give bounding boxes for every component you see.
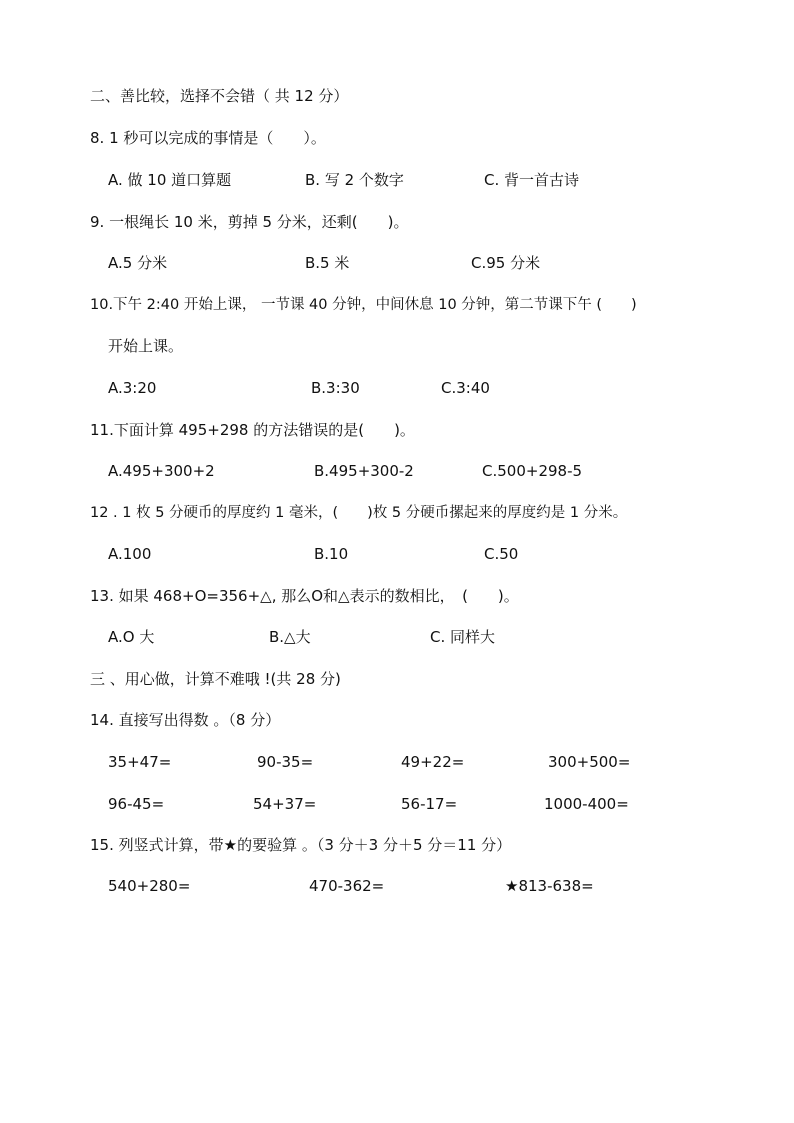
question-14-item: 49+22= xyxy=(401,753,465,771)
question-10-stem-line-1: 10.下午 2:40 开始上课， 一节课 40 分钟，中间休息 10 分钟，第二节课下午 ( ) xyxy=(90,297,637,313)
question-12-stem: 12 . 1 枚 5 分硬币的厚度约 1 毫米，( )枚 5 分硬币摞起来的厚度约是 1 分米。 xyxy=(90,505,628,521)
question-10-option-b: B.3:30 xyxy=(311,379,360,397)
section-3-heading: 三 、用心做，计算不难哦 !(共 28 分) xyxy=(90,670,341,688)
question-8-option-c: C. 背一首古诗 xyxy=(484,171,580,189)
question-13-option-a: A.O 大 xyxy=(108,628,155,646)
question-15-item-with-star: ★813-638= xyxy=(505,877,594,895)
question-10-stem-line-2: 开始上课。 xyxy=(108,337,184,355)
question-9-stem: 9. 一根绳长 10 米，剪掉 5 分米，还剩( )。 xyxy=(90,213,409,231)
question-12-option-a: A.100 xyxy=(108,545,152,563)
question-14-item: 35+47= xyxy=(108,753,172,771)
question-11-option-c: C.500+298-5 xyxy=(482,462,583,480)
question-14-item: 96-45= xyxy=(108,795,165,813)
question-10-option-c: C.3:40 xyxy=(441,379,490,397)
question-13-option-c: C. 同样大 xyxy=(430,628,496,646)
question-15-item: 470-362= xyxy=(309,877,385,895)
question-11-stem: 11.下面计算 495+298 的方法错误的是( )。 xyxy=(90,421,415,439)
question-9-option-b: B.5 米 xyxy=(305,254,350,272)
question-13-stem: 13. 如果 468+O=356+△, 那么O和△表示的数相比， ( )。 xyxy=(90,587,519,605)
question-12-option-b: B.10 xyxy=(314,545,349,563)
question-15-item: 540+280= xyxy=(108,877,191,895)
question-14-item: 90-35= xyxy=(257,753,314,771)
question-12-option-c: C.50 xyxy=(484,545,519,563)
question-14-stem: 14. 直接写出得数 。（8 分） xyxy=(90,711,281,729)
question-14-item: 1000-400= xyxy=(544,795,629,813)
section-2-heading: 二、善比较，选择不会错（ 共 12 分） xyxy=(90,87,349,105)
question-9-option-a: A.5 分米 xyxy=(108,254,168,272)
question-8-stem: 8. 1 秒可以完成的事情是（ ）。 xyxy=(90,129,326,147)
question-11-option-a: A.495+300+2 xyxy=(108,462,215,480)
question-9-option-c: C.95 分米 xyxy=(471,254,541,272)
question-13-option-b: B.△大 xyxy=(269,628,311,646)
question-15-stem: 15. 列竖式计算，带★的要验算 。（3 分＋3 分＋5 分＝11 分） xyxy=(90,836,512,854)
question-10-option-a: A.3:20 xyxy=(108,379,157,397)
question-14-item: 300+500= xyxy=(548,753,631,771)
question-14-item: 56-17= xyxy=(401,795,458,813)
question-11-option-b: B.495+300-2 xyxy=(314,462,414,480)
question-8-option-a: A. 做 10 道口算题 xyxy=(108,171,232,189)
question-14-item: 54+37= xyxy=(253,795,317,813)
question-8-option-b: B. 写 2 个数字 xyxy=(305,171,404,189)
